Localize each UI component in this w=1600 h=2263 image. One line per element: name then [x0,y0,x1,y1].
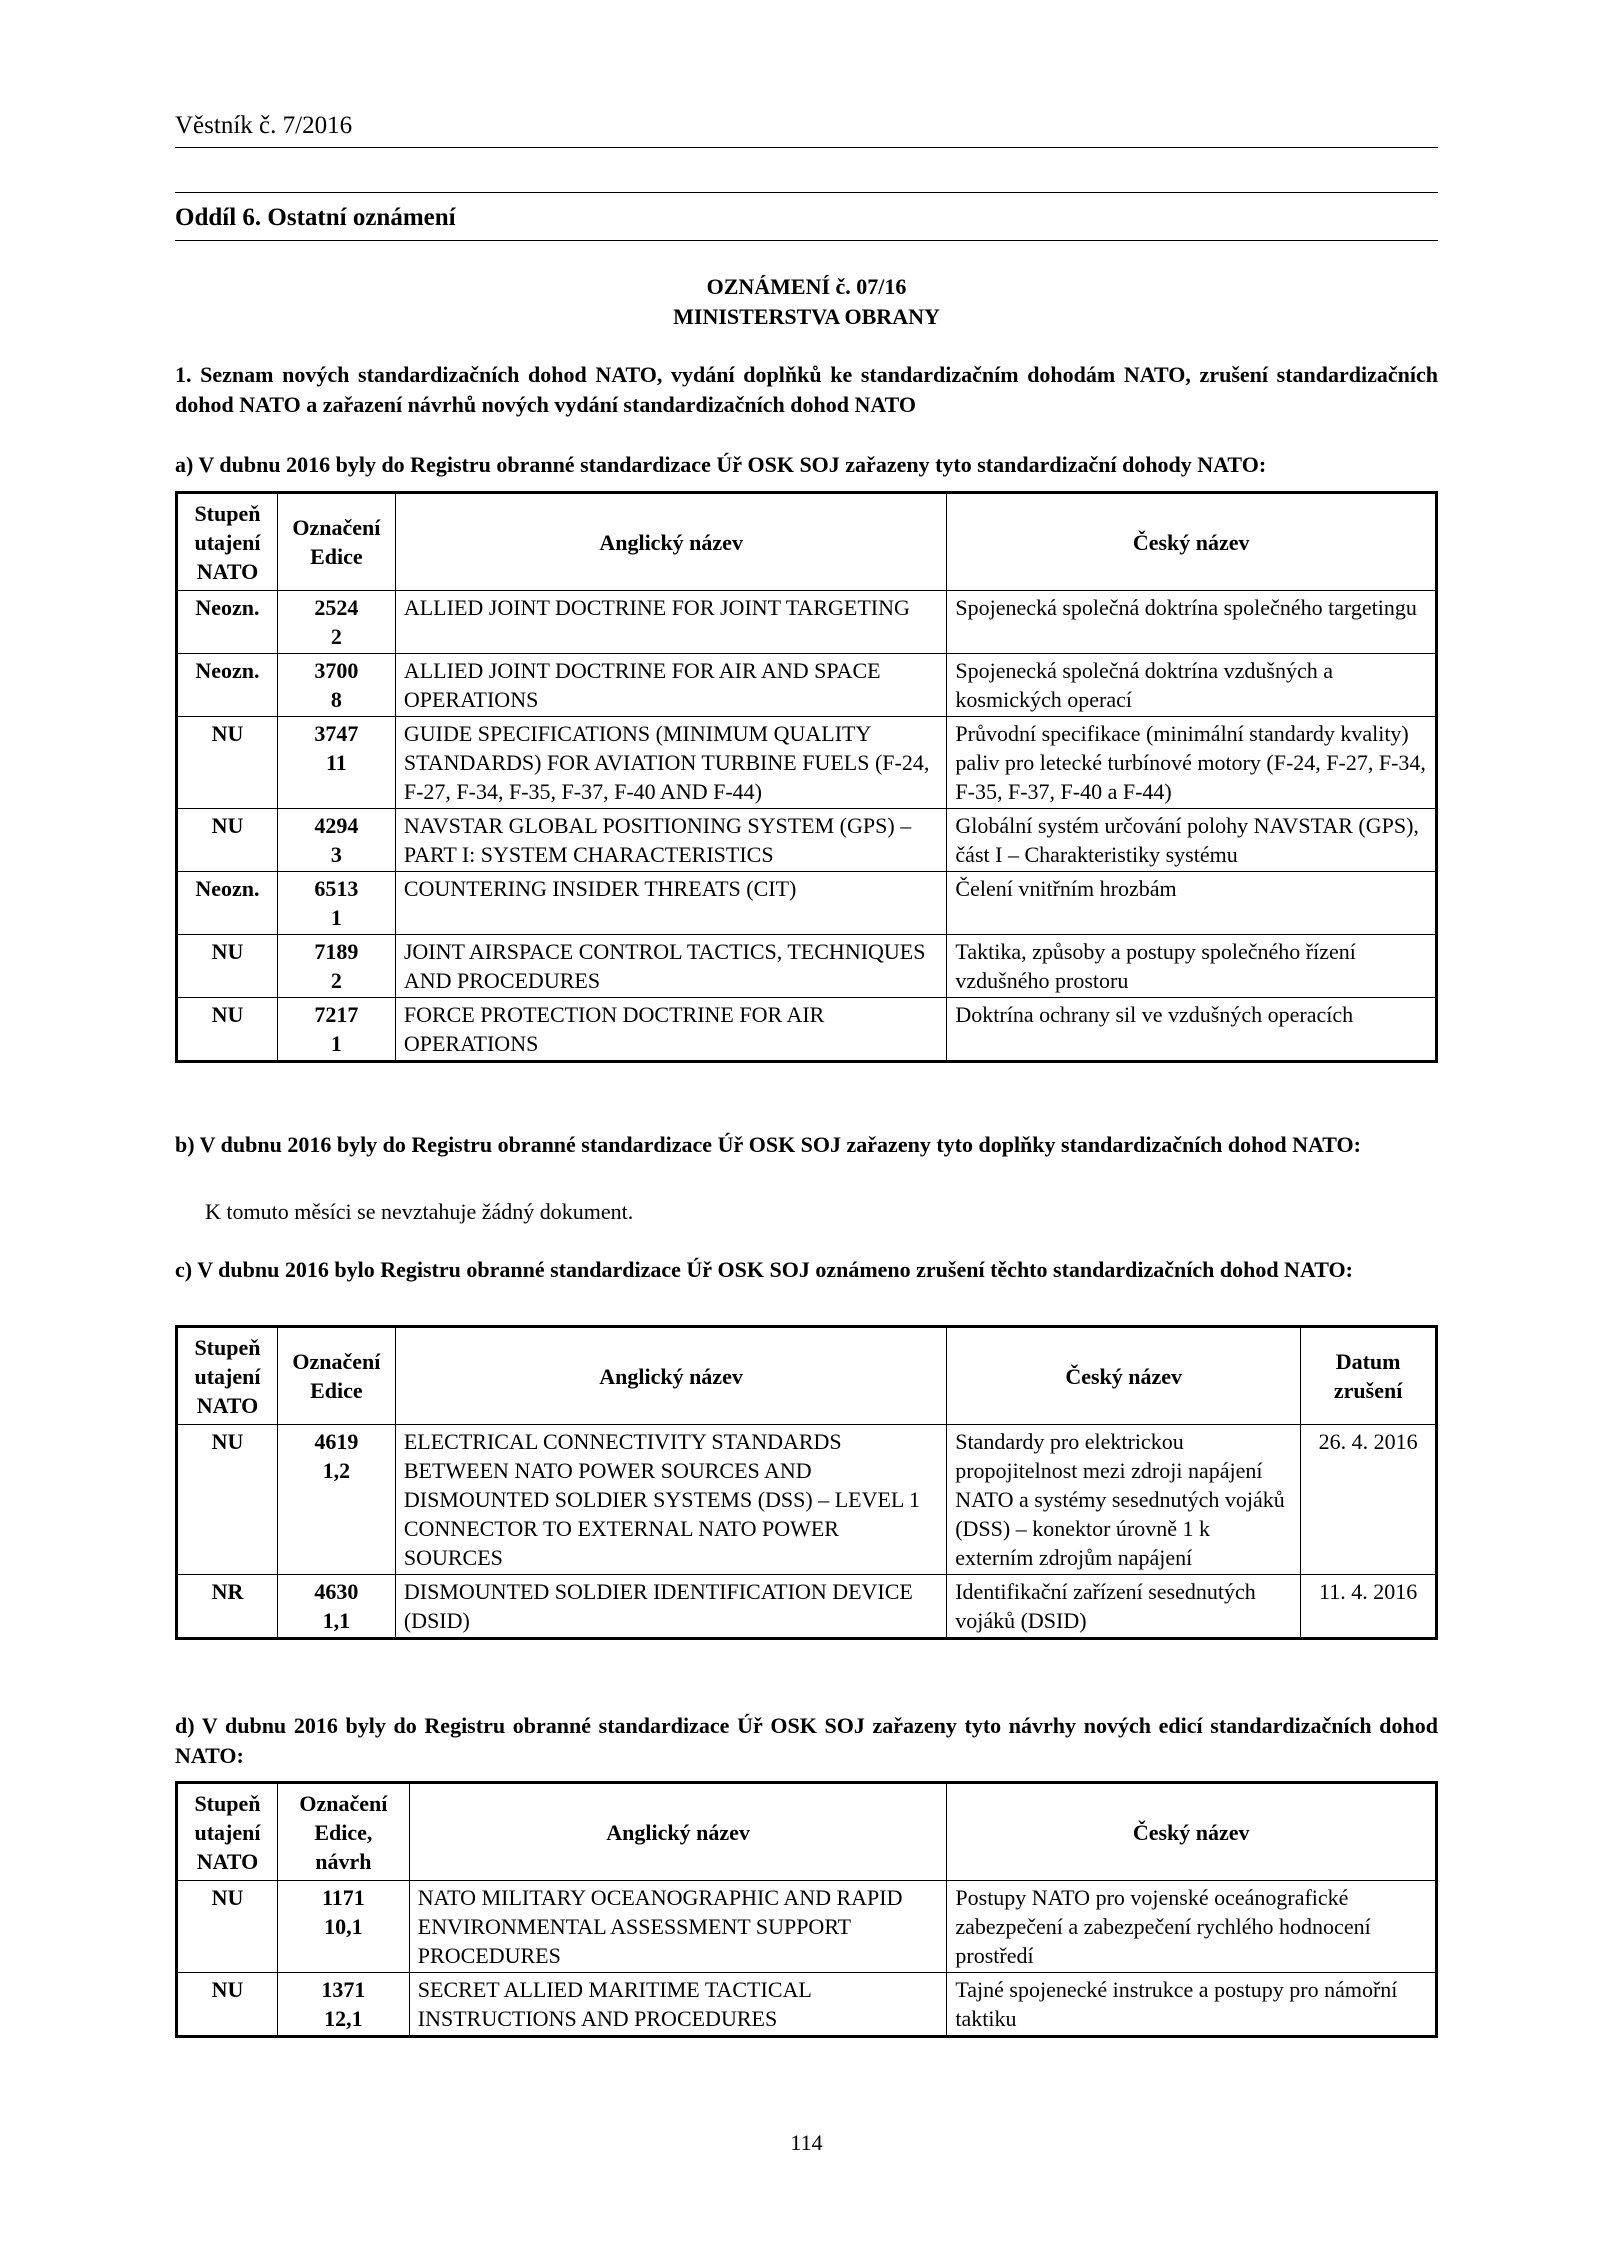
table-header-row [177,493,1437,591]
english-title-cell: GUIDE SPECIFICATIONS (MINIMUM QUALITY STANDARDS) FOR AVIATION TURBINE FUELS (F-24, F-27, F-34, F-35, F-37, F-40 AND F-44) [395,717,947,809]
czech-title-cell: Postupy NATO pro vojenské oceánografické zabezpečení a zabezpečení rychlého hodnocení prostředí [947,1881,1437,1973]
standard-number: 3747 [314,721,359,746]
english-title-cell: NATO MILITARY OCEANOGRAPHIC AND RAPID ENVIRONMENTAL ASSESSMENT SUPPORT PROCEDURES [409,1881,947,1973]
table-header-row [177,1327,1437,1425]
standard-number: 2524 [314,595,359,620]
section-rule-top [175,192,1438,193]
table-row [177,1973,1437,2037]
english-title-cell: NAVSTAR GLOBAL POSITIONING SYSTEM (GPS) – PART I: SYSTEM CHARACTERISTICS [395,809,947,872]
level-cell: NU [177,935,278,998]
date-cell: 11. 4. 2016 [1301,1575,1437,1639]
edition-number: 1,2 [322,1458,351,1483]
table-row [177,654,1437,717]
col-header-level: Stupeň utajení NATO [177,1327,278,1425]
page-number: 114 [790,2130,823,2155]
code-cell [277,872,395,935]
section-d-heading-text: d) V dubnu 2016 byly do Registru obranné standardizace Úř OSK SOJ zařazeny tyto návrhy nových edicí standardizačních dohod NATO: [175,1713,1438,1768]
intro-paragraph [175,360,1438,420]
code-cell [277,1575,395,1639]
code-cell [277,654,395,717]
level-cell: NR [177,1575,278,1639]
col-header-date: Datum zrušení [1301,1327,1437,1425]
level-cell: NU [177,998,278,1062]
code-cell [277,998,395,1062]
english-title-cell: ALLIED JOINT DOCTRINE FOR JOINT TARGETING [395,591,947,654]
col-header-code: Označení Edice [277,1327,395,1425]
section-b-heading [175,1130,1438,1160]
section-b-heading-text: b) V dubnu 2016 byly do Registru obranné standardizace Úř OSK SOJ zařazeny tyto doplňky standardizačních dohod NATO: [175,1132,1361,1157]
edition-number: 3 [330,842,342,867]
level-cell: NU [177,1425,278,1575]
edition-number: 11 [325,750,347,775]
code-cell [277,1881,409,1973]
table-row [177,872,1437,935]
czech-title-cell: Tajné spojenecké instrukce a postupy pro námořní taktiku [947,1973,1437,2037]
standard-number: 1171 [321,1885,365,1910]
standard-number: 1371 [321,1977,366,2002]
section-c-heading [175,1255,1438,1285]
col-header-code: Označení Edice [277,493,395,591]
edition-number: 1 [330,905,342,930]
col-header-level: Stupeň utajení NATO [177,1783,278,1881]
edition-number: 1,1 [322,1608,351,1633]
level-cell: Neozn. [177,872,278,935]
notice-title: OZNÁMENÍ č. 07/16 [706,274,907,299]
code-cell [277,591,395,654]
czech-title-cell: Spojenecká společná doktrína vzdušných a kosmických operací [947,654,1437,717]
running-head: Věstník č. 7/2016 [175,112,353,139]
table-row [177,591,1437,654]
col-header-czech: Český název [947,493,1437,591]
english-title-cell: JOINT AIRSPACE CONTROL TACTICS, TECHNIQUES AND PROCEDURES [395,935,947,998]
czech-title-cell: Identifikační zařízení sesednutých vojáků (DSID) [947,1575,1301,1639]
english-title-cell: ALLIED JOINT DOCTRINE FOR AIR AND SPACE OPERATIONS [395,654,947,717]
section-a-heading: a) V dubnu 2016 byly do Registru obranné standardizace Úř OSK SOJ zařazeny tyto standardizační dohody NATO: [175,452,1267,477]
table-header-row [177,1783,1437,1881]
table-c [175,1325,1438,1640]
code-cell [277,1425,395,1575]
czech-title-cell: Doktrína ochrany sil ve vzdušných operacích [947,998,1437,1062]
table-row [177,1575,1437,1639]
standard-number: 4630 [314,1579,359,1604]
col-header-english: Anglický název [395,493,947,591]
col-header-czech: Český název [947,1783,1437,1881]
standard-number: 3700 [314,658,359,683]
czech-title-cell: Spojenecká společná doktrína společného targetingu [947,591,1437,654]
section-c-heading-text: c) V dubnu 2016 bylo Registru obranné standardizace Úř OSK SOJ oznámeno zrušení těchto standardizačních dohod NATO: [175,1257,1353,1282]
czech-title-cell: Taktika, způsoby a postupy společného řízení vzdušného prostoru [947,935,1437,998]
table-row [177,998,1437,1062]
intro-text: 1. Seznam nových standardizačních dohod NATO, vydání doplňků ke standardizačním dohodám NATO, zrušení standardizačních dohod NATO a zařazení návrhů nových vydání standardizačních dohod NATO [175,362,1438,417]
section-rule-bottom [175,240,1438,241]
table-row [177,809,1437,872]
czech-title-cell: Průvodní specifikace (minimální standardy kvality) paliv pro letecké turbínové motory (F-24, F-27, F-34, F-35, F-37, F-40 a F-44) [947,717,1437,809]
english-title-cell: ELECTRICAL CONNECTIVITY STANDARDS BETWEEN NATO POWER SOURCES AND DISMOUNTED SOLDIER SYSTEMS (DSS) – LEVEL 1 CONNECTOR TO EXTERNAL NATO POWER SOURCES [395,1425,946,1575]
notice-issuer: MINISTERSTVA OBRANY [673,304,940,329]
english-title-cell: DISMOUNTED SOLDIER IDENTIFICATION DEVICE (DSID) [395,1575,946,1639]
table-d [175,1781,1438,2038]
section-title: Oddíl 6. Ostatní oznámení [175,204,456,231]
standard-number: 6513 [314,876,359,901]
col-header-czech: Český název [947,1327,1301,1425]
col-header-code: Označení Edice, návrh [277,1783,409,1881]
table-row [177,935,1437,998]
table-row [177,1881,1437,1973]
czech-title-cell: Globální systém určování polohy NAVSTAR (GPS), část I – Charakteristiky systému [947,809,1437,872]
notice-heading [175,272,1438,332]
section-b-note: K tomuto měsíci se nevztahuje žádný dokument. [205,1199,634,1224]
standard-number: 4294 [314,813,359,838]
table-row [177,717,1437,809]
level-cell: NU [177,1973,278,2037]
col-header-english: Anglický název [409,1783,947,1881]
date-cell: 26. 4. 2016 [1301,1425,1437,1575]
level-cell: NU [177,1881,278,1973]
level-cell: NU [177,809,278,872]
level-cell: Neozn. [177,654,278,717]
standard-number: 7217 [314,1002,359,1027]
table-a [175,491,1438,1063]
english-title-cell: FORCE PROTECTION DOCTRINE FOR AIR OPERATIONS [395,998,947,1062]
czech-title-cell: Čelení vnitřním hrozbám [947,872,1437,935]
code-cell [277,717,395,809]
table-row [177,1425,1437,1575]
level-cell: Neozn. [177,591,278,654]
english-title-cell: SECRET ALLIED MARITIME TACTICAL INSTRUCTIONS AND PROCEDURES [409,1973,947,2037]
czech-title-cell: Standardy pro elektrickou propojitelnost mezi zdroji napájení NATO a systémy sesednutých vojáků (DSS) – konektor úrovně 1 k externím zdrojům napájení [947,1425,1301,1575]
col-header-english: Anglický název [395,1327,946,1425]
edition-number: 8 [330,687,342,712]
code-cell [277,1973,409,2037]
edition-number: 1 [330,1031,342,1056]
edition-number: 12,1 [324,2006,363,2031]
code-cell [277,809,395,872]
code-cell [277,935,395,998]
section-d-heading [175,1711,1438,1771]
standard-number: 4619 [314,1429,359,1454]
header-rule [175,147,1438,148]
english-title-cell: COUNTERING INSIDER THREATS (CIT) [395,872,947,935]
edition-number: 2 [330,968,342,993]
edition-number: 10,1 [324,1914,363,1939]
level-cell: NU [177,717,278,809]
col-header-level: Stupeň utajení NATO [177,493,278,591]
edition-number: 2 [330,624,342,649]
standard-number: 7189 [314,939,359,964]
